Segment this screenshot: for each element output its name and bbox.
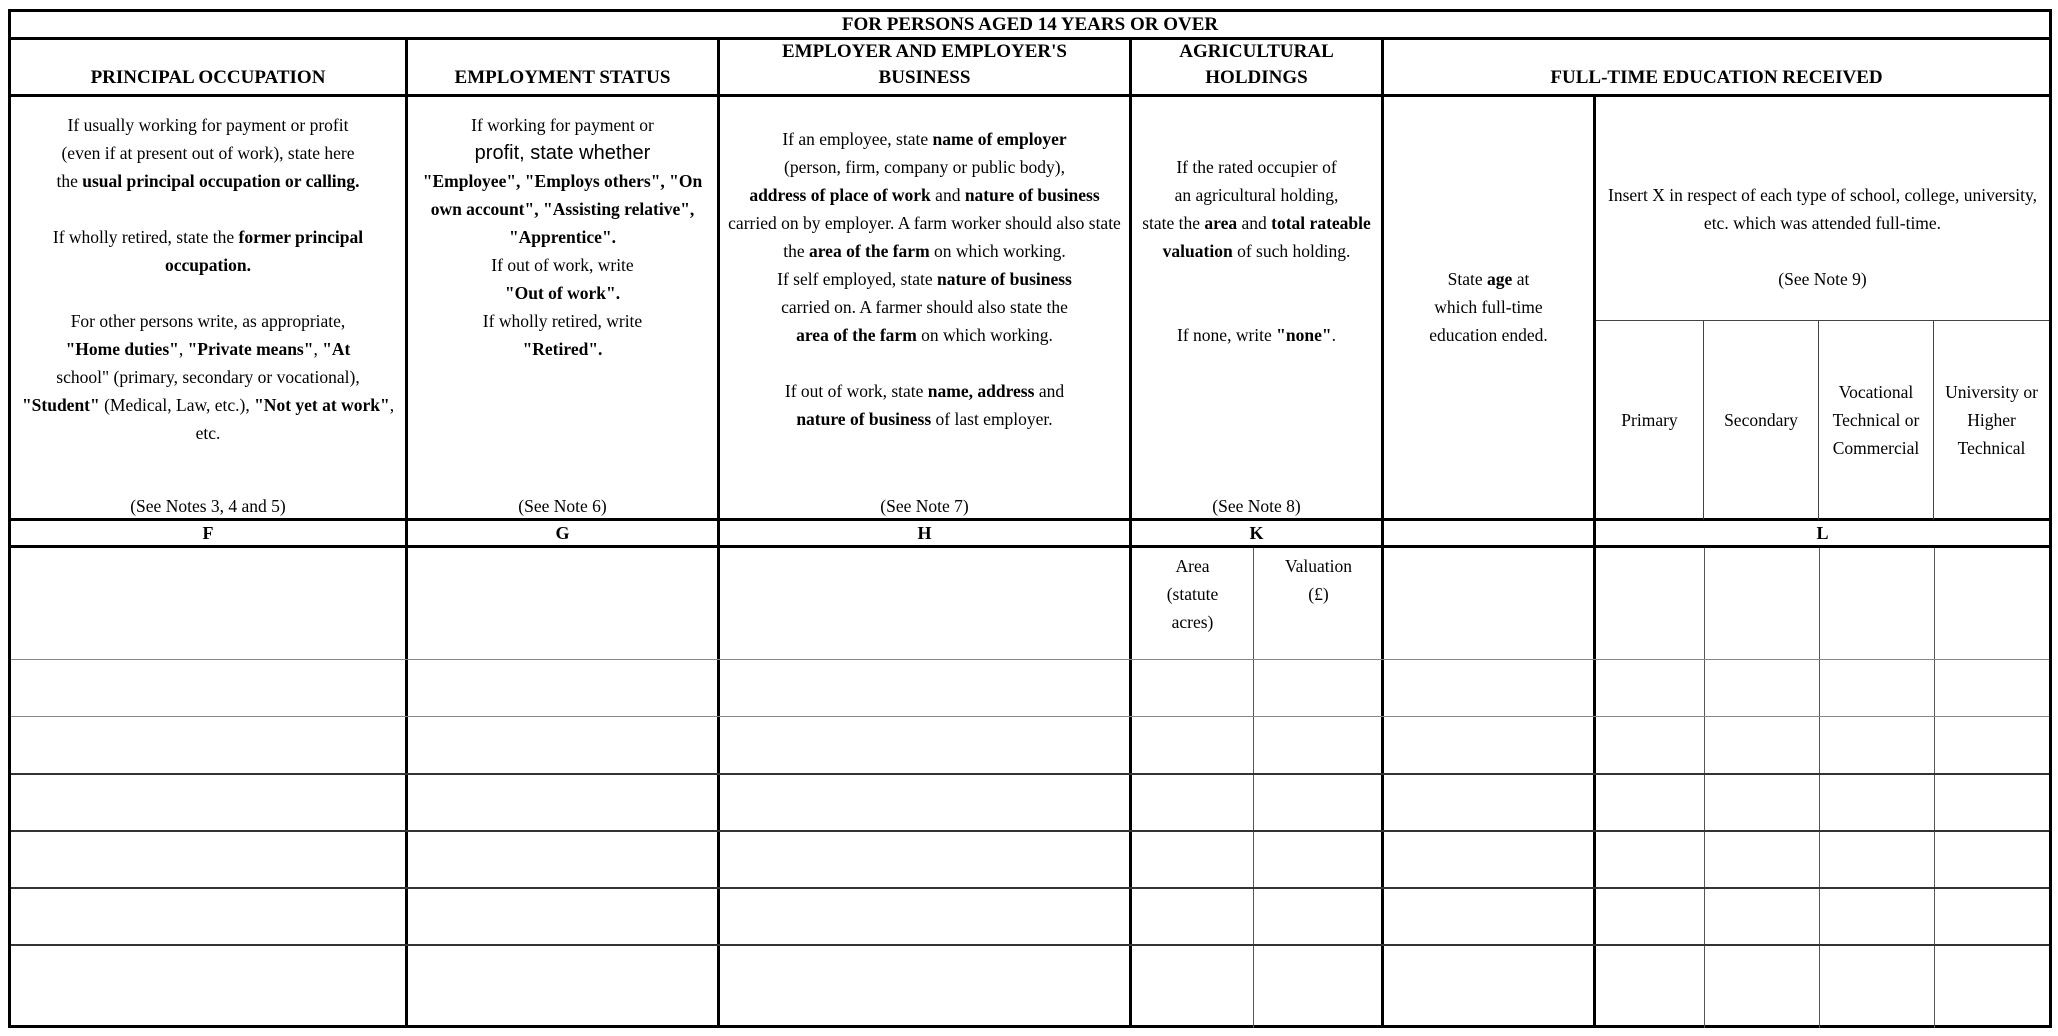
note-g: (See Note 6) — [518, 496, 607, 516]
note-k: (See Note 8) — [1212, 496, 1301, 516]
grid-row-1 — [11, 659, 2049, 660]
header-employment-status: EMPLOYMENT STATUS — [408, 40, 720, 97]
instructions-k — [1132, 97, 1384, 521]
education-type-secondary — [1704, 321, 1819, 521]
instructions-h — [720, 97, 1132, 521]
f-text-3: the — [56, 171, 83, 191]
k-sub-valuation — [1253, 548, 1384, 658]
header-principal-occupation: PRINCIPAL OCCUPATION — [11, 40, 408, 97]
census-form-table — [8, 9, 2052, 1028]
education-type-university — [1934, 321, 2049, 521]
f-text-4: . — [355, 171, 360, 191]
f-text-5: If wholly retired, state the — [52, 227, 239, 247]
column-letter-age — [1384, 521, 1596, 548]
h-emph-name-of-employer: name of employer — [932, 129, 1067, 149]
header-full-time-education: FULL-TIME EDUCATION RECEIVED — [1384, 40, 2049, 97]
entry-column-f[interactable] — [11, 548, 408, 1028]
g-emph-status-options: "Employee", "Employs others", "On own account", "Assisting relative", "Apprentice". — [422, 171, 703, 247]
g-text-3: If out of work, write — [491, 255, 634, 275]
instructions-age-ended — [1384, 97, 1596, 521]
education-type-university-label: University or Higher Technical — [1945, 381, 2038, 458]
h-emph-address-of-work: address of place of work — [749, 185, 931, 205]
h-emph-nature-of-business-2: nature of business — [937, 269, 1072, 289]
k-divider — [1253, 548, 1254, 1028]
entry-column-l[interactable] — [1596, 548, 2049, 1028]
grid-row-4 — [11, 830, 2049, 832]
k-emph-total-rateable-valuation: total rateable valuation — [1162, 213, 1371, 261]
h-text-11: of last employer. — [931, 409, 1053, 429]
k-sub-area-label: Area (statute acres) — [1166, 556, 1219, 632]
column-letter-f: F — [11, 521, 408, 548]
grid-row-6 — [11, 944, 2049, 946]
f-text-2: (even if at present out of work), state here — [61, 143, 355, 163]
g-text-4: If wholly retired, write — [482, 311, 643, 331]
grid-row-3 — [11, 773, 2049, 775]
g-emph-retired: "Retired". — [522, 339, 603, 359]
h-text-9: If out of work, state — [784, 381, 928, 401]
h-emph-nature-of-business-3: nature of business — [796, 409, 932, 429]
instructions-g — [408, 97, 720, 521]
grid-row-5 — [11, 887, 2049, 889]
entry-column-g[interactable] — [408, 548, 720, 1028]
f-text-1: If usually working for payment or profit — [67, 115, 349, 135]
entry-column-age[interactable] — [1384, 548, 1596, 1028]
column-letter-k: K — [1132, 521, 1384, 548]
form-title: FOR PERSONS AGED 14 YEARS OR OVER — [11, 12, 2049, 40]
h-text-7: carried on. A farmer should also state the — [781, 297, 1068, 317]
h-emph-nature-of-business-1: nature of business — [964, 185, 1100, 205]
education-type-secondary-label: Secondary — [1724, 409, 1798, 430]
h-text-10: and — [1034, 381, 1065, 401]
k-emph-area: area — [1204, 213, 1238, 233]
f-comma-1: , — [178, 339, 188, 359]
k-text-1: If the rated occupier of — [1176, 157, 1337, 177]
entry-column-h[interactable] — [720, 548, 1132, 1028]
h-text-2: (person, firm, company or public body), — [784, 157, 1065, 177]
f-text-9: , etc. — [195, 395, 395, 443]
k-text-6: If none, write — [1177, 325, 1277, 345]
header-agricultural-holdings — [1132, 40, 1384, 97]
f-emph-former-occupation: former principal occupation. — [164, 227, 364, 275]
k-emph-none: "none" — [1276, 325, 1332, 345]
f-text-6: For other persons write, as appropriate, — [70, 311, 346, 331]
grid-row-2 — [11, 716, 2049, 717]
l-insert-text: Insert X in respect of each type of school, college, university, etc. which was attended full-time. — [1608, 185, 2037, 233]
note-f: (See Notes 3, 4 and 5) — [130, 496, 286, 516]
l-divider-2 — [1819, 548, 1820, 1028]
l-insert-note: (See Note 9) — [1778, 269, 1867, 289]
education-type-vocational-label: Vocational Technical or Commercial — [1832, 381, 1920, 458]
h-text-6: If self employed, state — [777, 269, 938, 289]
instructions-f — [11, 97, 408, 521]
header-employer-business-text: EMPLOYER AND EMPLOYER'S BUSINESS — [781, 41, 1068, 88]
l-divider-3 — [1934, 548, 1935, 1028]
note-h: (See Note 7) — [880, 496, 969, 516]
l-text-4: education ended. — [1429, 325, 1548, 345]
f-emph-usual-occupation: usual principal occupation or calling — [82, 171, 356, 191]
f-text-8: (Medical, Law, etc.), — [99, 395, 255, 415]
column-letter-h: H — [720, 521, 1132, 548]
k-text-5: of such holding. — [1232, 241, 1351, 261]
f-emph-not-yet-at-work: "Not yet at work" — [254, 395, 390, 415]
l-text-2: at — [1512, 269, 1530, 289]
h-text-5: on which working. — [929, 241, 1066, 261]
k-sub-valuation-label: Valuation (£) — [1284, 556, 1353, 604]
f-emph-at: "At — [322, 339, 351, 359]
l-divider-1 — [1704, 548, 1705, 1028]
header-agricultural-holdings-text: AGRICULTURAL HOLDINGS — [1179, 41, 1334, 88]
k-text-3: state the — [1142, 213, 1205, 233]
k-text-7: . — [1331, 325, 1336, 345]
g-text-1: If working for payment or — [471, 115, 654, 135]
h-text-1: If an employee, state — [782, 129, 933, 149]
f-comma-2: , — [313, 339, 323, 359]
g-emph-out-of-work: "Out of work". — [504, 283, 621, 303]
h-emph-area-of-farm-1: area of the farm — [808, 241, 930, 261]
column-letter-g: G — [408, 521, 720, 548]
g-text-2: profit, state whether — [474, 142, 651, 164]
education-type-primary — [1596, 321, 1704, 521]
f-emph-private-means: "Private means" — [187, 339, 314, 359]
l-emph-age: age — [1487, 269, 1513, 289]
instructions-insert-x — [1596, 97, 2049, 321]
l-text-1: State — [1447, 269, 1488, 289]
education-type-primary-label: Primary — [1621, 409, 1678, 430]
header-employer-business — [720, 40, 1132, 97]
f-emph-student: "Student" — [21, 395, 100, 415]
h-text-4: carried on by employer. A farm worker should also state the — [728, 213, 1121, 261]
h-text-3: and — [930, 185, 965, 205]
h-emph-name-address: name, address — [927, 381, 1035, 401]
column-letter-l: L — [1596, 521, 2049, 548]
f-emph-home-duties: "Home duties" — [65, 339, 179, 359]
f-text-7: school" (primary, secondary or vocational), — [56, 367, 360, 387]
h-emph-area-of-farm-2: area of the farm — [796, 325, 917, 345]
h-text-8: on which working. — [916, 325, 1053, 345]
k-text-4: and — [1237, 213, 1272, 233]
l-text-3: which full-time — [1434, 297, 1543, 317]
education-type-vocational — [1819, 321, 1934, 521]
k-text-2: an agricultural holding, — [1174, 185, 1339, 205]
k-sub-area — [1132, 548, 1253, 658]
